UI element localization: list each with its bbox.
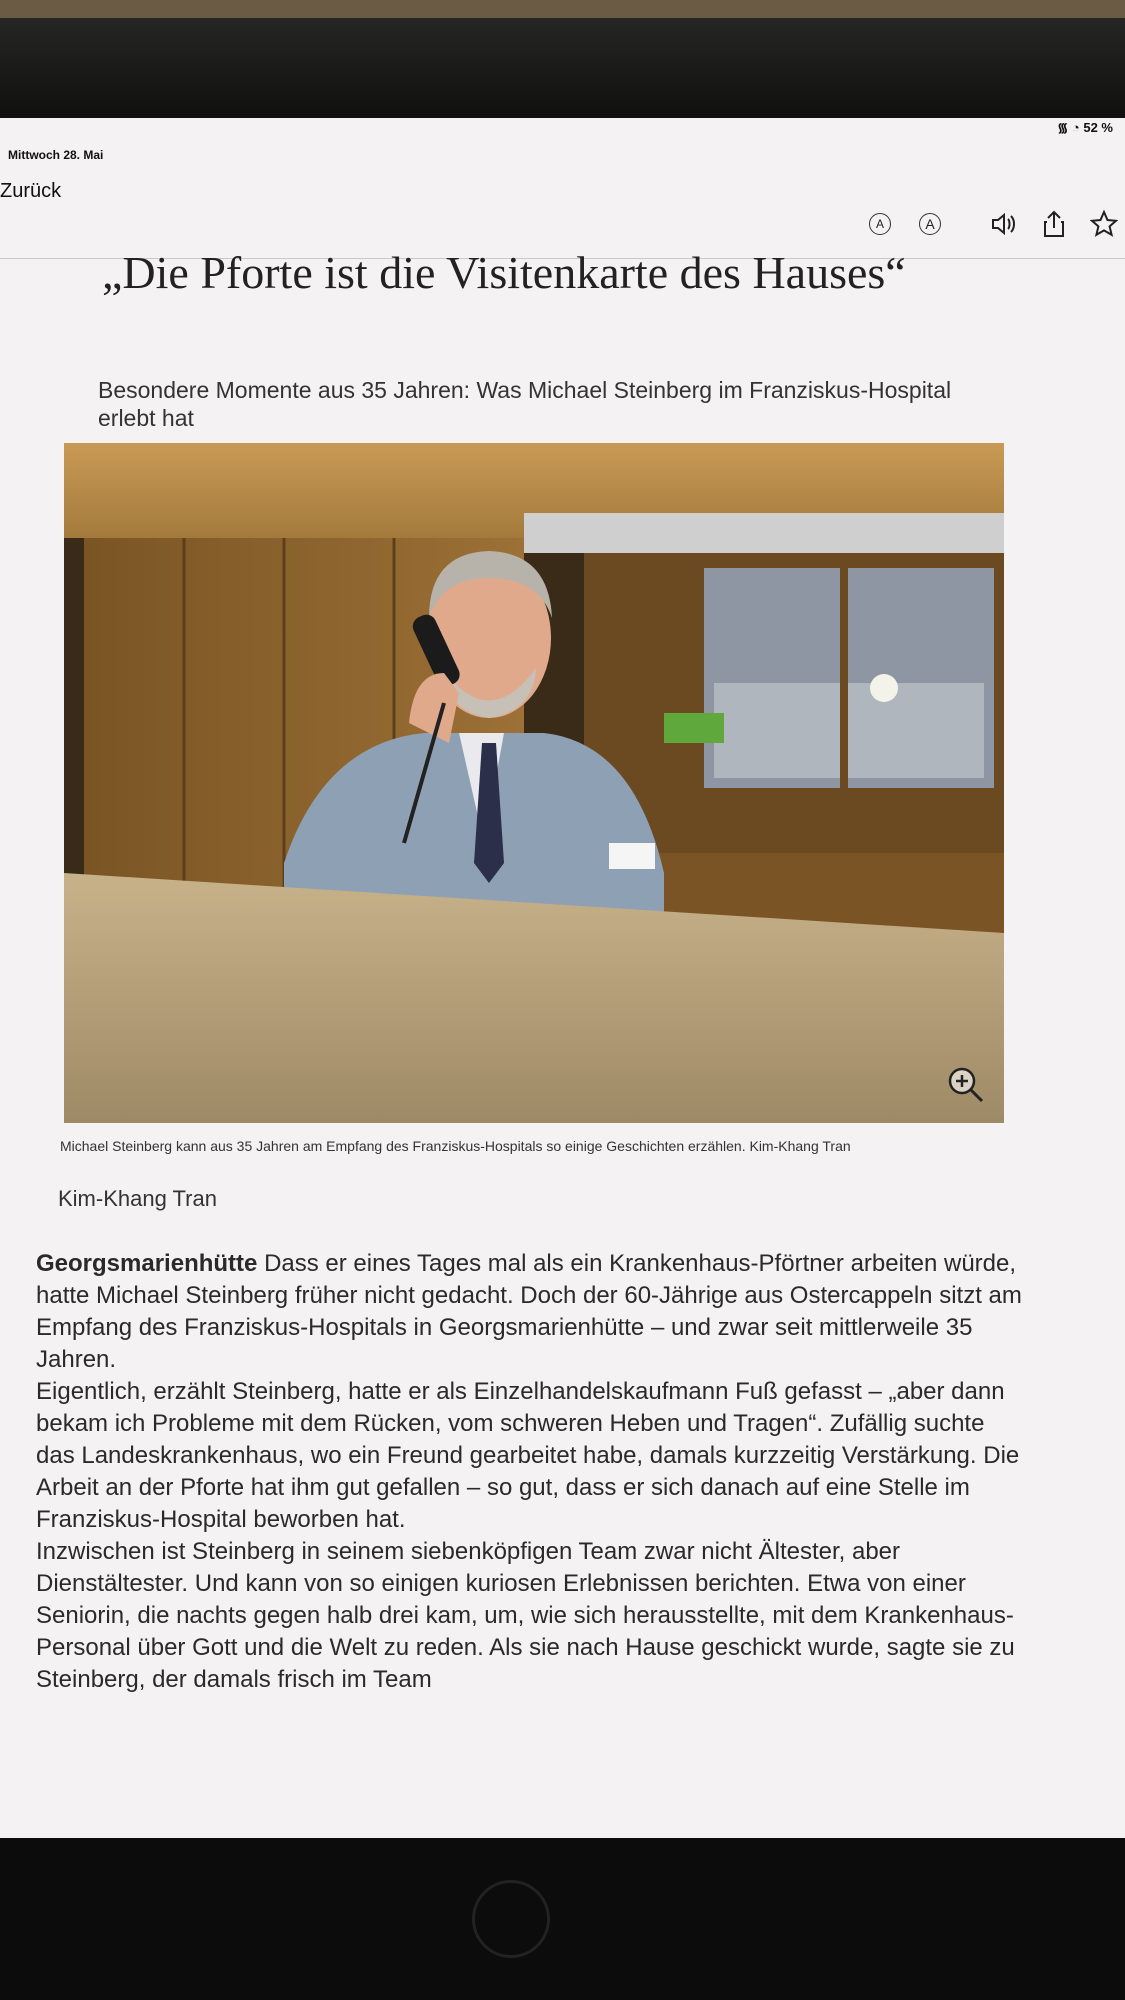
wifi-icon: ᯾ ◔: [1057, 120, 1084, 135]
back-button[interactable]: Zurück: [0, 180, 62, 202]
article-subhead: Besondere Momente aus 35 Jahren: Was Michael Steinberg im Franziskus-Hospital erlebt hat: [98, 377, 952, 431]
article-photo[interactable]: [64, 443, 1004, 1123]
author-byline: Kim-Khang Tran: [58, 1186, 217, 1211]
font-larger-label: A: [919, 213, 941, 235]
article-body: [36, 1248, 1026, 1696]
font-larger-icon[interactable]: [916, 210, 944, 238]
battery-percent: 52 %: [1083, 120, 1113, 135]
article-headline: „Die Pforte ist die Visitenkarte des Hauses“: [102, 247, 906, 298]
tablet-screen: [0, 118, 1125, 1838]
paragraph-1-text: Dass er eines Tages mal als ein Krankenhaus-Pförtner arbeiten würde, hatte Michael Steinberg früher nicht gedacht. Doch der 60-Jährige aus Ostercappeln sitzt am Empfang des Franziskus-Hospitals in Georgsmarienhütte – und zwar seit mittlerweile 35 Jahren.: [36, 1250, 1022, 1373]
paragraph-3: Inzwischen ist Steinberg in seinem siebenköpfigen Team zwar nicht Ältester, aber Dienstältester. Und kann von so einigen kuriosen Erlebnissen berichten. Etwa von einer Seniorin, die nachts gegen halb drei kam, um, wie sich herausstellte, mit dem Krankenhaus-Personal über Gott und die Welt zu reden. Als sie nach Hause geschickt wurde, sagte sie zu Steinberg, der damals frisch im Team: [36, 1538, 1015, 1693]
device-bezel-bottom: [0, 1838, 1125, 2000]
paragraph-1: [36, 1248, 1026, 1376]
table-edge: [0, 0, 1125, 18]
share-icon[interactable]: [1040, 210, 1068, 238]
paragraph-2: Eigentlich, erzählt Steinberg, hatte er als Einzelhandelskaufmann Fuß gefasst – „aber dann bekam ich Probleme mit dem Rücken, vom schweren Heben und Tragen“. Zufällig suchte das Landeskrankenhaus, wo ein Freund gearbeitet habe, damals kurzzeitig Verstärkung. Die Arbeit an der Pforte hat ihm gut gefallen – so gut, dass er sich danach auf eine Stelle im Franziskus-Hospital beworben hat.: [36, 1378, 1020, 1533]
star-icon[interactable]: [1090, 210, 1118, 238]
dateline: Georgsmarienhütte: [36, 1250, 258, 1277]
home-button[interactable]: [472, 1880, 550, 1958]
battery-indicator: [1057, 118, 1113, 136]
photo-illustration: [64, 443, 1004, 1123]
zoom-in-icon[interactable]: [946, 1065, 986, 1105]
status-bar: [0, 118, 1125, 162]
status-date: Mittwoch 28. Mai: [8, 148, 104, 162]
font-smaller-label: A: [869, 213, 891, 235]
device-bezel-top: [0, 0, 1125, 125]
font-smaller-icon[interactable]: [866, 210, 894, 238]
speaker-icon[interactable]: [990, 210, 1018, 238]
photo-caption: Michael Steinberg kann aus 35 Jahren am Empfang des Franziskus-Hospitals so einige Geschichten erzählen. Kim-Khang Tran: [60, 1138, 851, 1154]
